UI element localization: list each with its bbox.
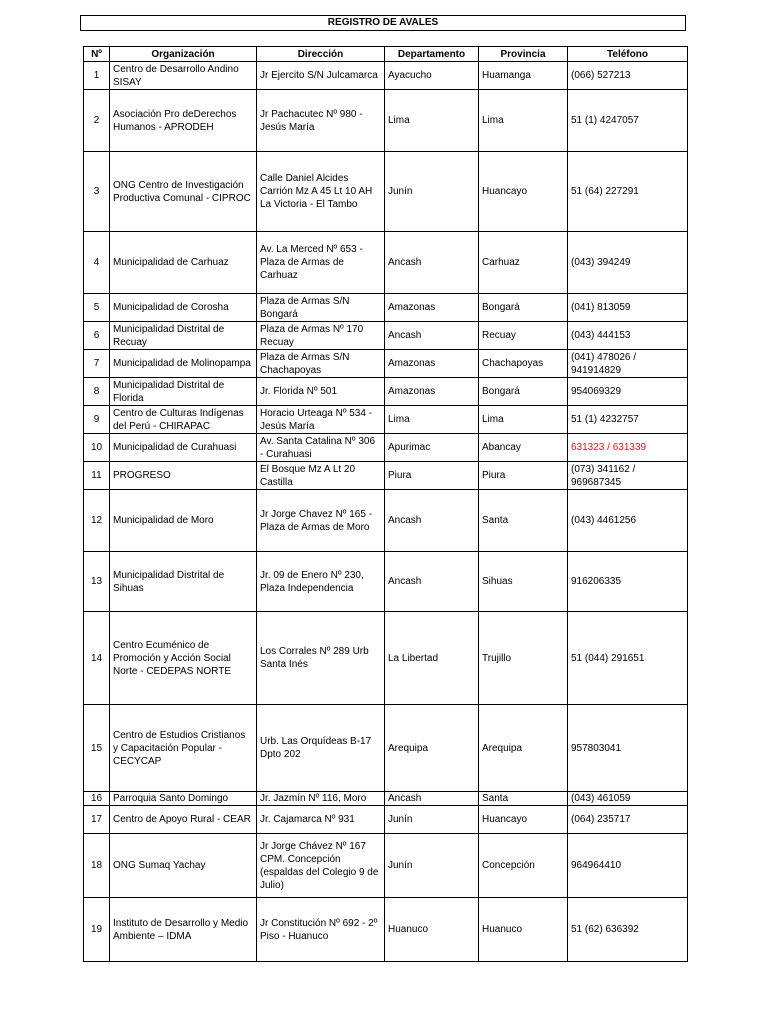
row-number: 18 — [84, 834, 110, 898]
province-cell: Lima — [479, 90, 568, 152]
table-row — [84, 322, 688, 350]
table-row — [84, 62, 688, 90]
document-title: REGISTRO DE AVALES — [80, 15, 686, 31]
province-cell: Huamanga — [479, 62, 568, 90]
address-cell: Horacio Urteaga Nº 534 - Jesús María — [257, 406, 385, 434]
province-cell: Trujillo — [479, 612, 568, 705]
row-number: 15 — [84, 705, 110, 792]
row-number: 9 — [84, 406, 110, 434]
table-row — [84, 232, 688, 294]
department-cell: Arequipa — [385, 705, 479, 792]
organization-cell: Municipalidad Distrital de Sihuas — [110, 552, 257, 612]
avales-table — [83, 46, 688, 962]
organization-cell: Asociación Pro deDerechos Humanos - APRODEH — [110, 90, 257, 152]
address-cell: Jr Constitución Nº 692 - 2º Piso - Huanuco — [257, 898, 385, 962]
column-header-number: Nº — [84, 47, 110, 62]
department-cell: Amazonas — [385, 378, 479, 406]
address-cell: Jr. Cajamarca Nº 931 — [257, 806, 385, 834]
column-header-phone: Teléfono — [568, 47, 688, 62]
organization-cell: Municipalidad de Moro — [110, 490, 257, 552]
table-row — [84, 434, 688, 462]
department-cell: Amazonas — [385, 294, 479, 322]
phone-cell: (043) 461059 — [568, 792, 688, 806]
table-row — [84, 834, 688, 898]
column-header-address: Dirección — [257, 47, 385, 62]
phone-cell: 957803041 — [568, 705, 688, 792]
province-cell: Sihuas — [479, 552, 568, 612]
row-number: 6 — [84, 322, 110, 350]
department-cell: Lima — [385, 406, 479, 434]
phone-cell: (073) 341162 / 969687345 — [568, 462, 688, 490]
address-cell: Jr Ejercito S/N Julcamarca — [257, 62, 385, 90]
address-cell: Urb. Las Orquídeas B-17 Dpto 202 — [257, 705, 385, 792]
province-cell: Bongará — [479, 294, 568, 322]
organization-cell: Municipalidad de Curahuasi — [110, 434, 257, 462]
organization-cell: Centro de Desarrollo Andino SISAY — [110, 62, 257, 90]
province-cell: Concepción — [479, 834, 568, 898]
department-cell: Ayacucho — [385, 62, 479, 90]
table-row — [84, 898, 688, 962]
phone-cell: (043) 444153 — [568, 322, 688, 350]
table-row — [84, 152, 688, 232]
province-cell: Huancayo — [479, 806, 568, 834]
phone-cell: (041) 813059 — [568, 294, 688, 322]
table-row — [84, 350, 688, 378]
department-cell: Junín — [385, 834, 479, 898]
organization-cell: Municipalidad Distrital de Recuay — [110, 322, 257, 350]
row-number: 16 — [84, 792, 110, 806]
organization-cell: Centro Ecuménico de Promoción y Acción Social Norte - CEDEPAS NORTE — [110, 612, 257, 705]
province-cell: Santa — [479, 792, 568, 806]
column-header-province: Provincia — [479, 47, 568, 62]
phone-cell: 51 (044) 291651 — [568, 612, 688, 705]
row-number: 12 — [84, 490, 110, 552]
row-number: 13 — [84, 552, 110, 612]
province-cell: Santa — [479, 490, 568, 552]
province-cell: Recuay — [479, 322, 568, 350]
organization-cell: Parroquia Santo Domingo — [110, 792, 257, 806]
department-cell: Huanuco — [385, 898, 479, 962]
table-row — [84, 90, 688, 152]
phone-cell: 51 (62) 636392 — [568, 898, 688, 962]
phone-cell: 51 (64) 227291 — [568, 152, 688, 232]
row-number: 4 — [84, 232, 110, 294]
row-number: 11 — [84, 462, 110, 490]
department-cell: Lima — [385, 90, 479, 152]
province-cell: Abancay — [479, 434, 568, 462]
department-cell: Ancash — [385, 792, 479, 806]
phone-cell: 51 (1) 4232757 — [568, 406, 688, 434]
column-header-organization: Organización — [110, 47, 257, 62]
department-cell: Junín — [385, 152, 479, 232]
table-row — [84, 792, 688, 806]
department-cell: Piura — [385, 462, 479, 490]
phone-cell: 916206335 — [568, 552, 688, 612]
phone-cell: (064) 235717 — [568, 806, 688, 834]
organization-cell: ONG Centro de Investigación Productiva Comunal - CIPROC — [110, 152, 257, 232]
province-cell: Bongará — [479, 378, 568, 406]
row-number: 2 — [84, 90, 110, 152]
row-number: 17 — [84, 806, 110, 834]
address-cell: Calle Daniel Alcides Carrión Mz A 45 Lt 10 AH La Victoria - El Tambo — [257, 152, 385, 232]
address-cell: El Bosque Mz A Lt 20 Castilla — [257, 462, 385, 490]
row-number: 3 — [84, 152, 110, 232]
province-cell: Lima — [479, 406, 568, 434]
row-number: 14 — [84, 612, 110, 705]
department-cell: Amazonas — [385, 350, 479, 378]
row-number: 5 — [84, 294, 110, 322]
organization-cell: Municipalidad de Corosha — [110, 294, 257, 322]
table-row — [84, 378, 688, 406]
address-cell: Jr Jorge Chavez Nº 165 - Plaza de Armas de Moro — [257, 490, 385, 552]
address-cell: Jr. 09 de Enero Nº 230, Plaza Independencia — [257, 552, 385, 612]
organization-cell: Centro de Apoyo Rural - CEAR — [110, 806, 257, 834]
table-row — [84, 406, 688, 434]
address-cell: Los Corrales Nº 289 Urb Santa Inés — [257, 612, 385, 705]
row-number: 7 — [84, 350, 110, 378]
phone-cell: (043) 4461256 — [568, 490, 688, 552]
department-cell: Apurimac — [385, 434, 479, 462]
table-row — [84, 294, 688, 322]
address-cell: Av. Santa Catalina Nº 306 - Curahuasi — [257, 434, 385, 462]
organization-cell: Municipalidad Distrital de Florida — [110, 378, 257, 406]
phone-cell: 631323 / 631339 — [568, 434, 688, 462]
department-cell: Ancash — [385, 490, 479, 552]
organization-cell: Municipalidad de Carhuaz — [110, 232, 257, 294]
row-number: 1 — [84, 62, 110, 90]
table-row — [84, 490, 688, 552]
department-cell: Ancash — [385, 232, 479, 294]
province-cell: Piura — [479, 462, 568, 490]
organization-cell: ONG Sumaq Yachay — [110, 834, 257, 898]
column-header-department: Departamento — [385, 47, 479, 62]
address-cell: Plaza de Armas Nº 170 Recuay — [257, 322, 385, 350]
department-cell: Ancash — [385, 552, 479, 612]
province-cell: Chachapoyas — [479, 350, 568, 378]
organization-cell: Municipalidad de Molinopampa — [110, 350, 257, 378]
address-cell: Jr. Jazmín Nº 116, Moro — [257, 792, 385, 806]
row-number: 8 — [84, 378, 110, 406]
address-cell: Jr. Florida Nº 501 — [257, 378, 385, 406]
province-cell: Huanuco — [479, 898, 568, 962]
header-row — [84, 47, 688, 62]
organization-cell: Centro de Culturas Indígenas del Perú - CHIRAPAC — [110, 406, 257, 434]
department-cell: Junín — [385, 806, 479, 834]
address-cell: Plaza de Armas S/N Bongará — [257, 294, 385, 322]
department-cell: Ancash — [385, 322, 479, 350]
organization-cell: PROGRESO — [110, 462, 257, 490]
organization-cell: Instituto de Desarrollo y Medio Ambiente – IDMA — [110, 898, 257, 962]
organization-cell: Centro de Estudios Cristianos y Capacitación Popular - CECYCAP — [110, 705, 257, 792]
phone-cell: 964964410 — [568, 834, 688, 898]
phone-cell: (043) 394249 — [568, 232, 688, 294]
phone-cell: 51 (1) 4247057 — [568, 90, 688, 152]
row-number: 19 — [84, 898, 110, 962]
phone-cell: 954069329 — [568, 378, 688, 406]
address-cell: Plaza de Armas S/N Chachapoyas — [257, 350, 385, 378]
table-row — [84, 705, 688, 792]
address-cell: Jr Pachacutec Nº 980 - Jesús María — [257, 90, 385, 152]
table-row — [84, 612, 688, 705]
phone-cell: (066) 527213 — [568, 62, 688, 90]
row-number: 10 — [84, 434, 110, 462]
table-row — [84, 552, 688, 612]
province-cell: Huancayo — [479, 152, 568, 232]
department-cell: La Libertad — [385, 612, 479, 705]
table-row — [84, 462, 688, 490]
address-cell: Av. La Merced Nº 653 - Plaza de Armas de Carhuaz — [257, 232, 385, 294]
table-row — [84, 806, 688, 834]
phone-cell: (041) 478026 / 941914829 — [568, 350, 688, 378]
province-cell: Arequipa — [479, 705, 568, 792]
address-cell: Jr Jorge Chávez Nº 167 CPM. Concepción (espaldas del Colegio 9 de Julio) — [257, 834, 385, 898]
province-cell: Carhuaz — [479, 232, 568, 294]
